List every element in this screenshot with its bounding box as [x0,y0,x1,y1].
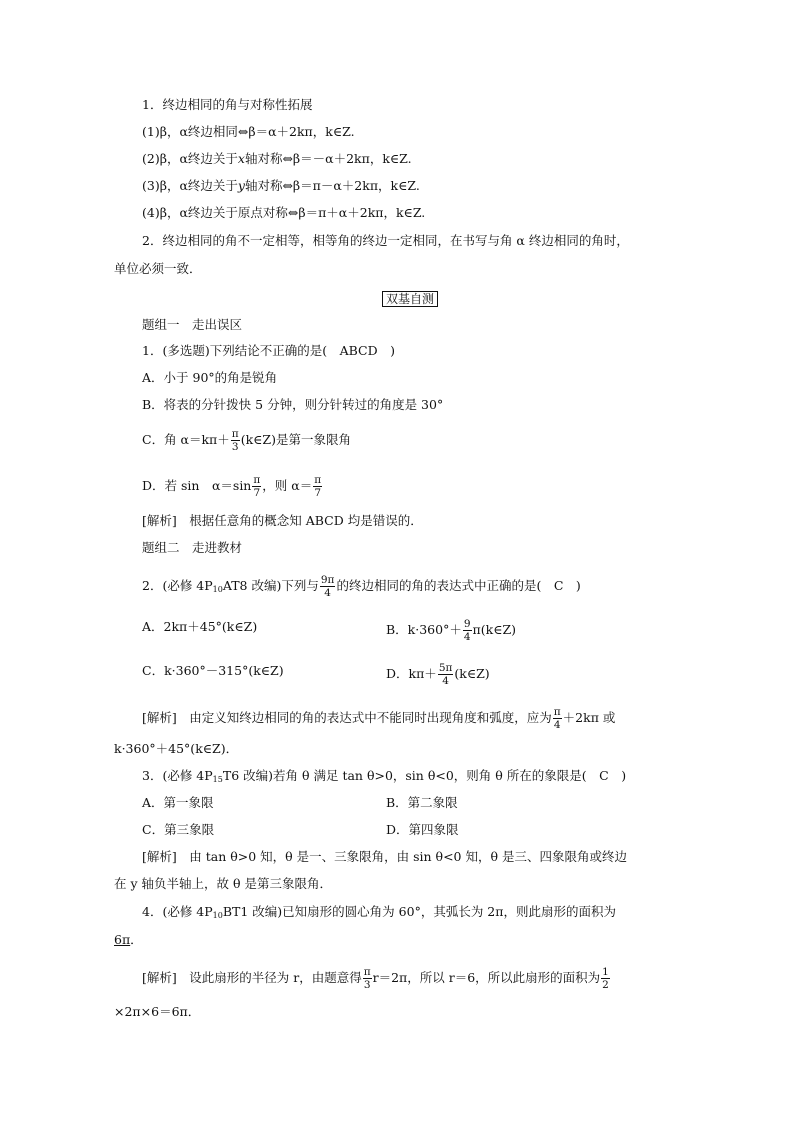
stem-text: 4．(必修 4P [142,904,213,919]
q2-option-b [386,618,516,643]
item-number: (2) [142,151,160,166]
option-text: B．k·360°＋ [386,622,462,637]
stem-text: 的终边相同的角的表达式中正确的是( C ) [336,578,581,593]
stem-text: 3．(必修 4P [142,768,213,783]
item-number: (3) [142,178,160,193]
page-subscript: 15 [212,775,223,784]
denominator: 4 [324,587,331,599]
denominator: 7 [314,487,321,499]
axis-variable: y [237,178,245,193]
fraction [363,966,372,991]
numerator: π [363,966,371,978]
fraction [601,966,610,991]
q4-analysis [142,966,611,991]
option-text: (k∈Z)是第一象限角 [240,432,351,447]
q4-analysis-line-2: ×2π×6＝6π． [114,1004,201,1019]
q1-analysis: [解析] 根据任意角的概念知 ABCD 均是错误的． [142,513,423,528]
summary-item-2 [142,150,412,168]
q3-option-b: B．第二象限 [386,795,458,810]
q4-answer: 6π [114,932,131,947]
fraction [553,706,562,731]
numerator: π [314,474,322,486]
q1-stem: 1．(多选题)下列结论不正确的是( ABCD ) [142,343,395,358]
q2-analysis-line-2: k·360°＋45°(k∈Z)． [114,741,239,756]
summary-note-line-2: 单位必须一致． [114,261,202,276]
q4-stem [142,903,616,925]
q2-stem [142,574,581,599]
summary-note-line-1: 2．终边相同的角不一定相等，相等角的终边一定相同，在书写与角 α 终边相同的角时， [142,233,629,248]
summary-title: 1．终边相同的角与对称性拓展 [142,97,313,112]
analysis-text: [解析] 设此扇形的半径为 r，由题意得 [142,970,362,985]
option-text: ，则 α＝ [262,478,313,493]
item-text: 轴对称⇔β＝－α＋2kπ，k∈Z. [244,151,412,166]
numerator: π [553,706,561,718]
fraction [320,574,336,599]
option-text: D．kπ＋ [386,666,437,681]
analysis-text: ＋2kπ 或 [562,710,616,725]
summary-item-3 [142,177,420,195]
q3-option-d: D．第四象限 [386,822,459,837]
q1-option-a: A．小于 90°的角是锐角 [142,370,278,385]
summary-item-1 [142,123,355,141]
denominator: 7 [253,487,261,499]
denominator: 4 [463,631,471,643]
q1-option-c [142,428,351,453]
numerator: 5π [438,662,453,674]
stem-text: T6 改编)若角 θ 满足 tan θ>0，sin θ<0，则角 θ 所在的象限是( C ) [222,768,627,783]
numerator: π [231,428,239,440]
denominator: 3 [231,441,239,453]
option-text: (k∈Z) [454,666,490,681]
denominator: 2 [602,979,609,991]
fraction [313,474,322,499]
q2-option-c: C．k·360°－315°(k∈Z) [142,663,284,678]
summary-item-4 [142,204,425,222]
item-number: (1) [142,124,160,139]
page-subscript: 10 [212,911,223,920]
option-text: C．角 α＝kπ＋ [142,432,230,447]
q2-analysis [142,706,615,731]
group1-title: 题组一 走出误区 [142,317,243,332]
q4-answer-line [114,931,143,949]
numerator: 9π [320,574,335,586]
stem-text: BT1 改编)已知扇形的圆心角为 60°，其弧长为 2π，则此扇形的面积为 [222,904,616,919]
item-text: β，α终边关于原点对称⇔β＝π＋α＋2kπ，k∈Z. [159,205,426,220]
q3-analysis-line-2: 在 y 轴负半轴上，故 θ 是第三象限角． [114,876,332,891]
stem-text: AT8 改编)下列与 [222,578,319,593]
item-text: β，α终边相同⇔β＝α＋2kπ，k∈Z. [159,124,355,139]
group2-title: 题组二 走进教材 [142,540,243,555]
fraction [231,428,240,453]
denominator: 4 [442,675,449,687]
q3-stem [142,767,626,789]
numerator: 1 [602,966,609,978]
option-text: D．若 sin α＝sin [142,478,252,493]
option-text: π(k∈Z) [472,622,517,637]
item-number: (4) [142,205,160,220]
item-text: β，α终边关于 [159,151,238,166]
fraction [252,474,261,499]
q2-option-d [386,662,490,687]
item-text: β，α终边关于 [159,178,238,193]
q1-option-d [142,474,323,499]
q3-option-a: A．第一象限 [142,795,214,810]
analysis-text: r＝2π，所以 r＝6，所以此扇形的面积为 [372,970,601,985]
section-title-text: 双基自测 [382,291,438,307]
analysis-text: [解析] 由定义知终边相同的角的表达式中不能同时出现角度和弧度，应为 [142,710,552,725]
q1-option-b: B．将表的分针拨快 5 分钟，则分针转过的角度是 30° [142,397,444,412]
axis-variable: x [237,151,245,166]
page-subscript: 10 [212,585,223,594]
item-text: 轴对称⇔β＝π－α＋2kπ，k∈Z. [244,178,420,193]
stem-text: 2．(必修 4P [142,578,213,593]
numerator: π [253,474,261,486]
denominator: 4 [553,719,561,731]
answer-tail: ． [130,932,143,947]
section-title [382,290,438,308]
q3-option-c: C．第三象限 [142,822,215,837]
numerator: 9 [463,618,471,630]
fraction [438,662,454,687]
denominator: 3 [363,979,371,991]
q3-analysis: [解析] 由 tan θ>0 知，θ 是一、三象限角，由 sin θ<0 知，θ 是三、四象限角或终边 [142,849,627,864]
q2-option-a: A．2kπ＋45°(k∈Z) [142,619,258,634]
fraction [463,618,472,643]
